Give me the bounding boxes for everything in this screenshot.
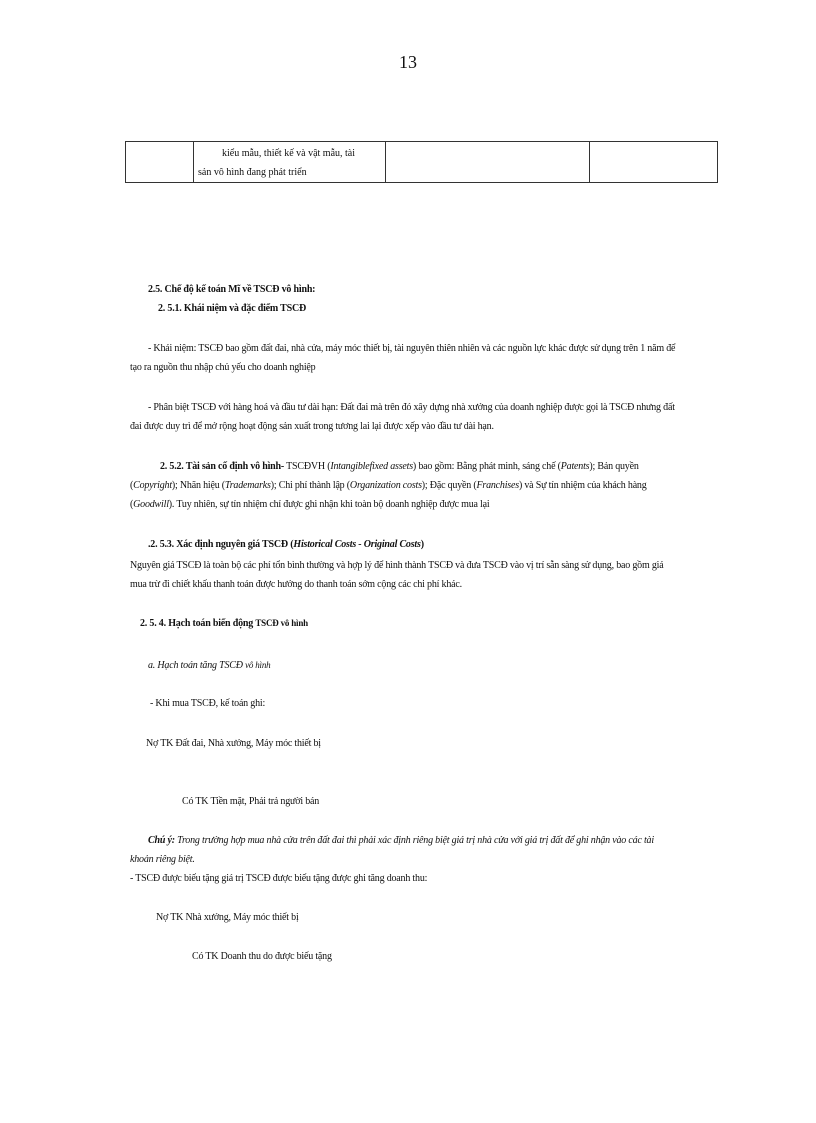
text-run: Trong trường hợp mua nhà cửa trên đất đai thì phải xác định riêng biệt giá trị nhà cửa với giá trị đất để ghi nhận vào các tài <box>177 835 654 846</box>
debit-entry: Nợ TK Nhà xưởng, Máy móc thiết bị <box>156 912 299 923</box>
note-line-1 <box>148 831 654 850</box>
text-run: ( <box>130 480 134 491</box>
gift-paragraph: - TSCĐ được biếu tặng giá trị TSCĐ được biếu tặng được ghi tăng doanh thu: <box>130 873 428 884</box>
credit-entry: Có TK Doanh thu do được biếu tặng <box>192 951 332 962</box>
text-run: ); Bản quyền <box>589 461 639 472</box>
debit-entry: Nợ TK Đất đai, Nhà xưởng, Máy móc thiết bị <box>146 738 321 749</box>
text-run: vô hình <box>245 660 271 670</box>
credit-entry: Có TK Tiền mặt, Phải trả người bán <box>182 796 320 807</box>
intangible-assets-line-1 <box>160 457 639 476</box>
term-goodwill: Goodwill <box>133 499 169 510</box>
concept-paragraph-line: tạo ra nguồn thu nhập chủ yếu cho doanh nghiệp <box>130 362 316 373</box>
note-label: Chú ý: <box>148 835 178 846</box>
text-run: TSCĐVH ( <box>284 461 331 472</box>
note-line-2: khoản riêng biệt. <box>130 854 195 865</box>
table-cell-line: kiểu mẫu, thiết kế và vật mẫu, tài <box>222 148 356 159</box>
text-run: ); Chi phí thành lập ( <box>270 480 350 491</box>
term-organization-costs: Organization costs <box>349 480 422 491</box>
section-heading-2-5-3 <box>148 535 424 554</box>
table-cell-description <box>194 142 386 183</box>
text-run: ) <box>420 539 424 550</box>
table-row <box>126 142 718 183</box>
distinguish-paragraph-line: - Phân biệt TSCĐ với hàng hoá và đầu tư dài hạn: Đất đai mà trên đó xây dựng nhà xưởng của doanh nghiệp được gọi là TSCĐ nhưng đất <box>148 402 675 413</box>
text-run: ); Nhãn hiệu ( <box>171 480 225 491</box>
term-intangible-fixed-assets: Intangiblefixed assets <box>330 461 413 472</box>
continuation-table <box>125 141 718 183</box>
text-run: TSCĐ vô hình <box>255 618 308 628</box>
term-patents: Patents <box>560 461 590 472</box>
text-run: 2. 5. 4. Hạch toán biến động <box>140 618 256 629</box>
text-run: ) và Sự tín nhiệm của khách hàng <box>518 480 647 491</box>
term-copyright: Copyright <box>133 480 172 491</box>
purchase-entry-label: - Khi mua TSCĐ, kế toán ghi: <box>150 698 266 709</box>
section-heading-2-5: 2.5. Chế độ kế toán Mĩ về TSCĐ vô hình: <box>148 284 316 295</box>
table-cell-empty <box>386 142 590 183</box>
section-heading-2-5-2: 2. 5.2. Tài sản cố định vô hình- <box>160 461 285 472</box>
section-heading-2-5-1: 2. 5.1. Khái niệm và đặc điểm TSCĐ <box>158 303 307 314</box>
table-cell-line: sản vô hình đang phát triển <box>198 167 307 178</box>
text-run: ( <box>130 499 134 510</box>
distinguish-paragraph-line: đai được duy trì để mở rộng hoạt động sản xuất trong tương lai lại được xếp vào đầu tư dài hạn. <box>130 421 494 432</box>
intangible-assets-line-3 <box>130 495 489 514</box>
original-cost-paragraph-line: Nguyên giá TSCĐ là toàn bộ các phí tổn bình thường và hợp lý để hình thành TSCĐ và đưa TSCĐ vào vị trí sẵn sàng sử dụng, bao gồm giá <box>130 560 664 571</box>
table-cell-empty <box>126 142 194 183</box>
section-heading-2-5-4 <box>140 614 308 633</box>
table-cell-empty <box>590 142 718 183</box>
term-franchises: Franchises <box>476 480 519 491</box>
original-cost-paragraph-line: mua trừ đi chiết khấu thanh toán được hưởng do thanh toán sớm cộng các chi phí khác. <box>130 579 462 590</box>
text-run: ) bao gồm: Bằng phát minh, sáng chế ( <box>412 461 561 472</box>
text-run: ). Tuy nhiên, sự tín nhiệm chỉ được ghi nhận khi toàn bộ doanh nghiệp được mua lại <box>168 499 490 510</box>
text-run: a. Hạch toán tăng TSCĐ <box>148 660 246 671</box>
text-run: .2. 5.3. Xác định nguyên giá TSCĐ ( <box>148 539 294 550</box>
intangible-assets-line-2 <box>130 476 647 495</box>
text-run: ); Đặc quyền ( <box>421 480 477 491</box>
subheading-increase <box>148 656 270 675</box>
page-number: 13 <box>399 52 417 72</box>
concept-paragraph-line: - Khái niệm: TSCĐ bao gồm đất đai, nhà cửa, máy móc thiết bị, tài nguyên thiên nhiên và các nguồn lực khác được sử dụng trên 1 năm để <box>148 343 676 354</box>
term-trademarks: Trademarks <box>224 480 271 491</box>
term-historical-costs: Historical Costs - Original Costs <box>293 539 421 550</box>
